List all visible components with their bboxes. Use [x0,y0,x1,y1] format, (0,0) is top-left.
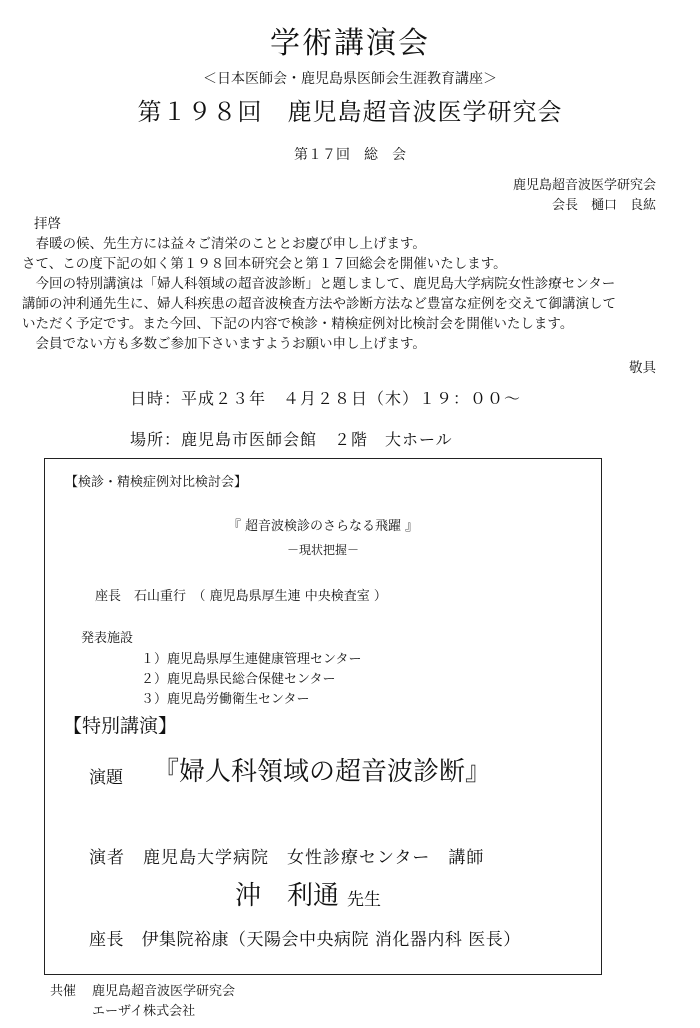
speaker-line: 演者 鹿児島大学病院 女性診療センター 講師 [89,848,485,868]
letter-greeting: 拝啓 [34,216,61,232]
organizer-name: 鹿児島超音波医学研究会 [512,178,656,193]
topic-label: 演題 [89,768,123,788]
facility-item: １）鹿児島県厚生連健康管理センター [141,652,362,667]
program-box [44,458,602,975]
case-session-theme: 『 超音波検診のさらなる飛躍 』 [227,519,419,534]
letter-line: いただく予定です。また今回、下記の内容で検診・精検症例対比検討会を開催いたします。 [22,316,574,332]
meeting-title: 第１９８回 鹿児島超音波医学研究会 [137,98,563,126]
case-session-heading: 【検診・精検症例対比検討会】 [65,475,248,490]
event-datetime: 日時：平成２３年 ４月２８日（木）１９：００〜 [130,389,522,408]
facilities-label: 発表施設 [81,631,134,646]
cohost-item: 鹿児島超音波医学研究会 [92,984,236,999]
event-place: 場所：鹿児島市医師会館 ２階 大ホール [130,430,453,449]
organizer-chair: 会長 樋口 良紘 [551,198,656,213]
speaker-suffix: 先生 [347,890,381,910]
facility-item: ３）鹿児島労働衛生センター [141,692,310,707]
page-title: 学術講演会 [270,26,430,61]
general-meeting: 第１７回 総 会 [294,147,406,163]
lecture-topic: 『婦人科領域の超音波診断』 [153,757,492,787]
letter-line: さて、この度下記の如く第１９８回本研究会と第１７回総会を開催いたします。 [22,256,507,272]
special-lecture-heading: 【特別講演】 [63,715,178,737]
letter-line: 今回の特別講演は「婦人科領域の超音波診断」と題しまして、鹿児島大学病院女性診療センター [22,276,616,292]
letter-line: 春暖の候、先生方には益々ご清栄のこととお慶び申し上げます。 [22,236,426,252]
case-session-theme-sub: －現状把握－ [286,543,359,557]
cohost-label: 共催 [50,984,77,999]
lecture-chair: 座長 伊集院裕康（天陽会中央病院 消化器内科 医長） [89,930,521,950]
letter-closing: 敬具 [629,360,656,376]
cohost-item: エーザイ株式会社 [92,1004,196,1019]
speaker-name: 沖 利通 [235,881,340,911]
letter-line: 講師の沖利通先生に、婦人科疾患の超音波検査方法や診断方法など豊富な症例を交えて御講演して [22,296,616,312]
subtitle: ＜日本医師会・鹿児島県医師会生涯教育講座＞ [203,71,497,87]
case-session-chair: 座長 石山重行 （ 鹿児島県厚生連 中央検査室 ） [95,589,387,604]
letter-line: 会員でない方も多数ご参加下さいますようお願い申し上げます。 [22,336,426,352]
facility-item: ２）鹿児島県民総合保健センター [141,672,336,687]
